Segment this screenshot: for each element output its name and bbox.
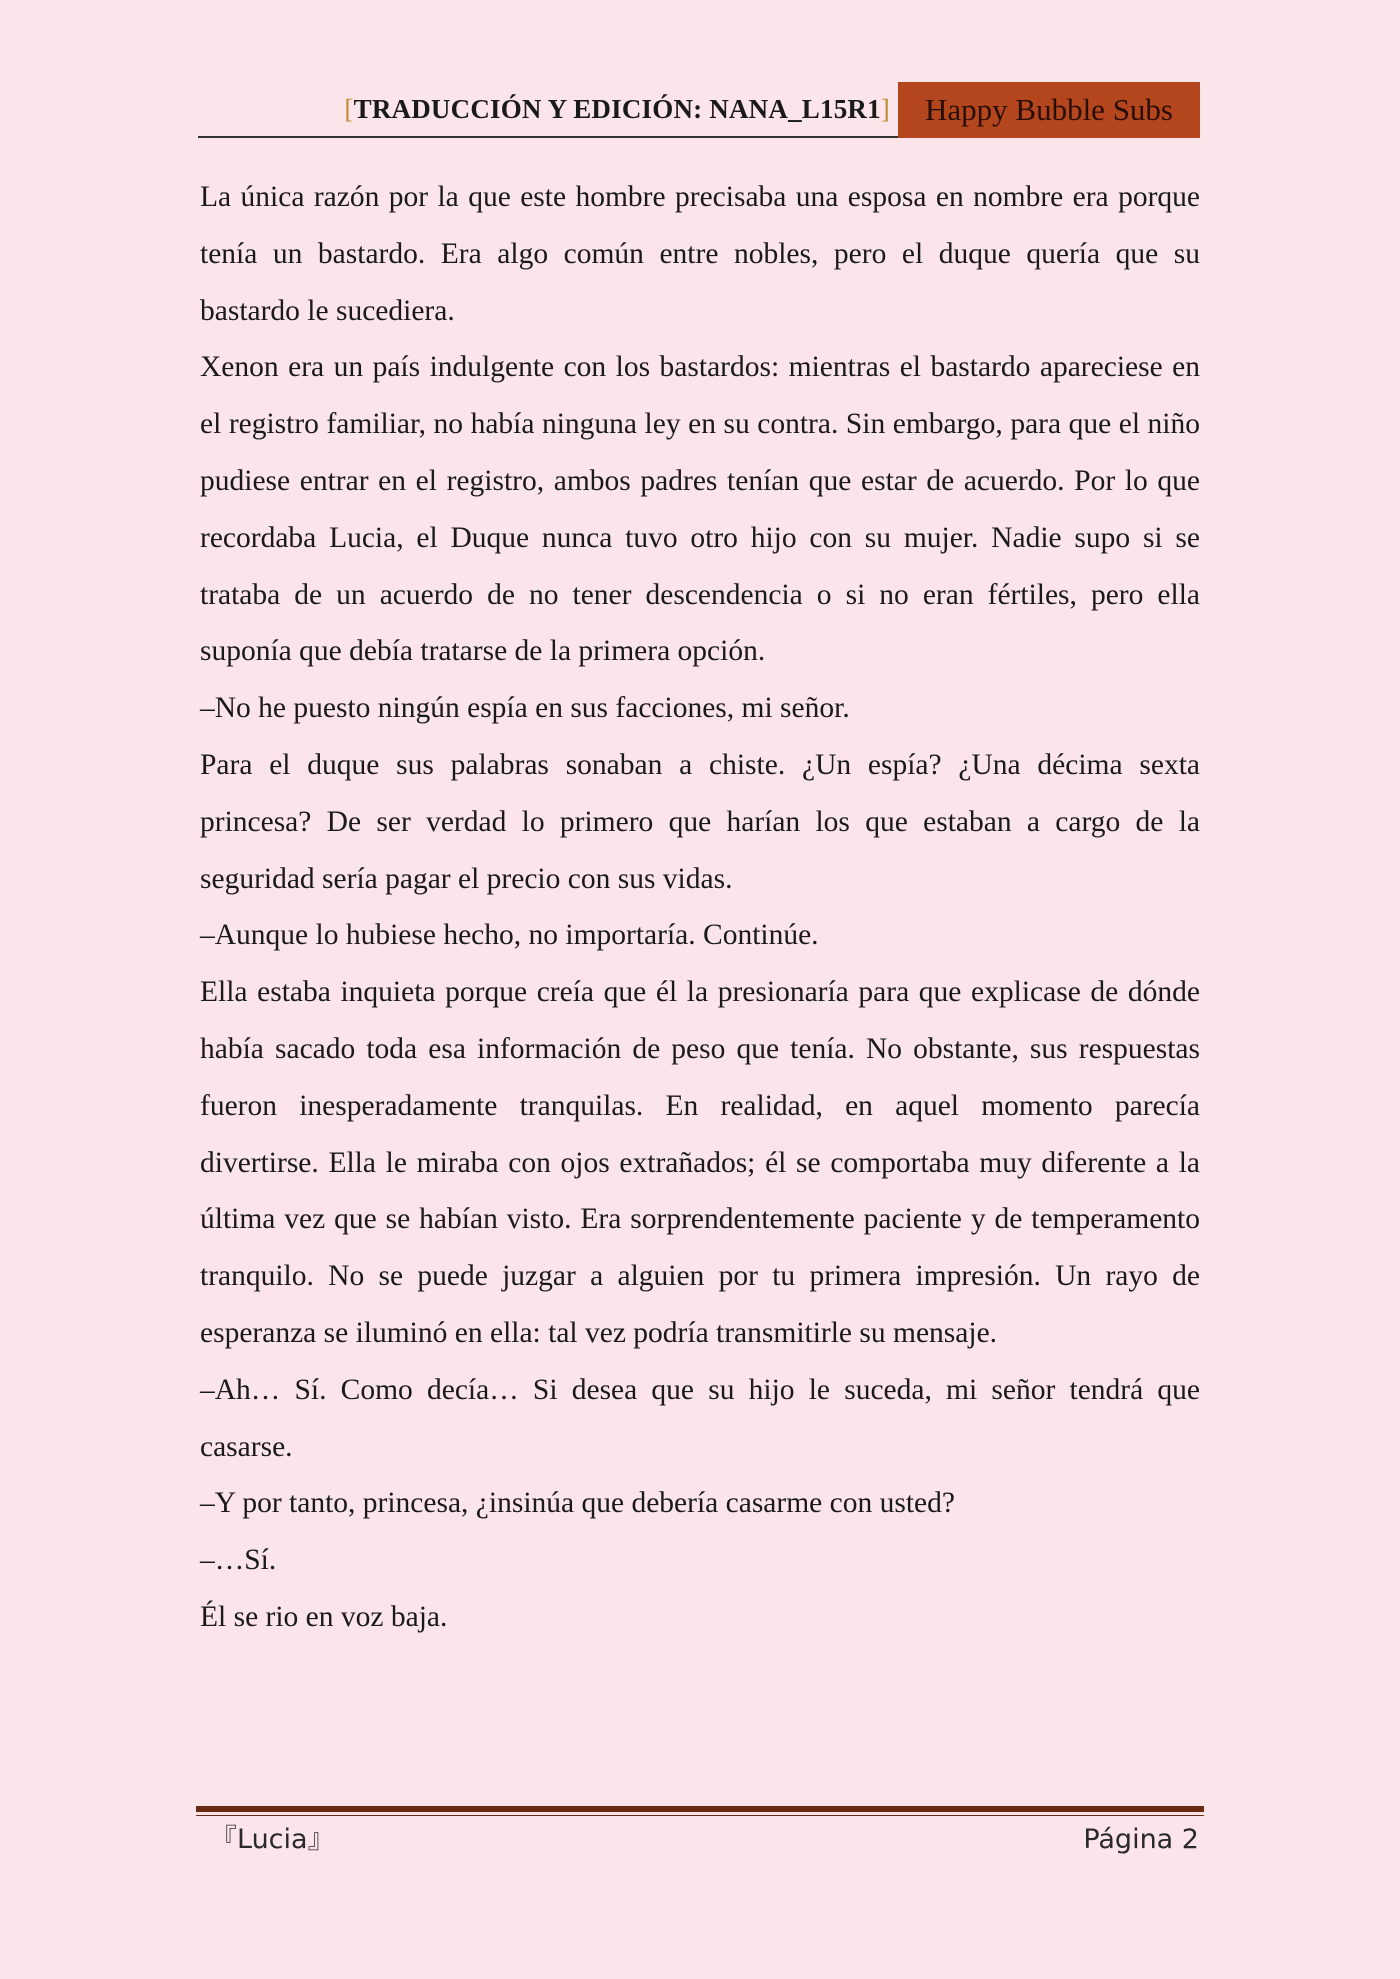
paragraph: Ella estaba inquieta porque creía que él la presionaría para que explicase de dónde había sacado toda esa información de peso que tenía. No obstante, sus respuestas fueron inesperadamente tranquilas. En realidad, en aquel momento parecía divertirse. Ella le miraba con ojos extrañados; él se comportaba muy diferente a la última vez que se habían visto. Era sorprendentemente paciente y de temperamento tranquilo. No se puede juzgar a alguien por tu primera impresión. Un rayo de esperanza se iluminó en ella: tal vez podría transmitirle su mensaje. xyxy=(200,976,1200,1349)
footer-rule-thin xyxy=(196,1815,1204,1816)
paragraph: Xenon era un país indulgente con los bastardos: mientras el bastardo apareciese en el registro familiar, no había ninguna ley en su contra. Sin embargo, para que el niño pudiese entrar en el registro, ambos padres tenían que estar de acuerdo. Por lo que recordaba Lucia, el Duque nunca tuvo otro hijo con su mujer. Nadie supo si se trataba de un acuerdo de no tener descendencia o si no eran fértiles, pero ella suponía que debía tratarse de la primera opción. xyxy=(200,351,1200,668)
header-bracket-close: ] xyxy=(880,94,890,124)
dialogue-line: –No he puesto ningún espía en sus facciones, mi señor. xyxy=(200,692,850,725)
footer-page-number: Página 2 xyxy=(1083,1824,1199,1855)
header-bracket-open: [ xyxy=(344,94,354,124)
footer-book-title: 『Lucia』 xyxy=(210,1824,335,1855)
dialogue-line: –Y por tanto, princesa, ¿insinúa que debería casarme con usted? xyxy=(200,1487,955,1520)
dialogue-line: –Ah… Sí. Como decía… Si desea que su hijo le suceda, mi señor tendrá que casarse. xyxy=(200,1373,1200,1463)
page-header xyxy=(198,82,1200,138)
paragraph: Para el duque sus palabras sonaban a chiste. ¿Un espía? ¿Una décima sexta princesa? De ser verdad lo primero que harían los que estaban a cargo de la seguridad sería pagar el precio con sus vidas. xyxy=(200,748,1200,895)
dialogue-line: –Aunque lo hubiese hecho, no importaría. Continúe. xyxy=(200,919,819,952)
header-rule xyxy=(198,136,898,138)
paragraph: Él se rio en voz baja. xyxy=(200,1600,448,1633)
header-title xyxy=(344,94,890,125)
paragraph: La única razón por la que este hombre precisaba una esposa en nombre era porque tenía un bastardo. Era algo común entre nobles, pero el duque quería que su bastardo le sucediera. xyxy=(200,181,1200,327)
dialogue-line: –…Sí. xyxy=(200,1544,277,1577)
header-title-text: TRADUCCIÓN Y EDICIÓN: NANA_L15R1 xyxy=(353,94,881,124)
header-badge: Happy Bubble Subs xyxy=(898,82,1200,138)
page-body xyxy=(200,169,1200,1646)
footer-rule xyxy=(196,1806,1204,1812)
